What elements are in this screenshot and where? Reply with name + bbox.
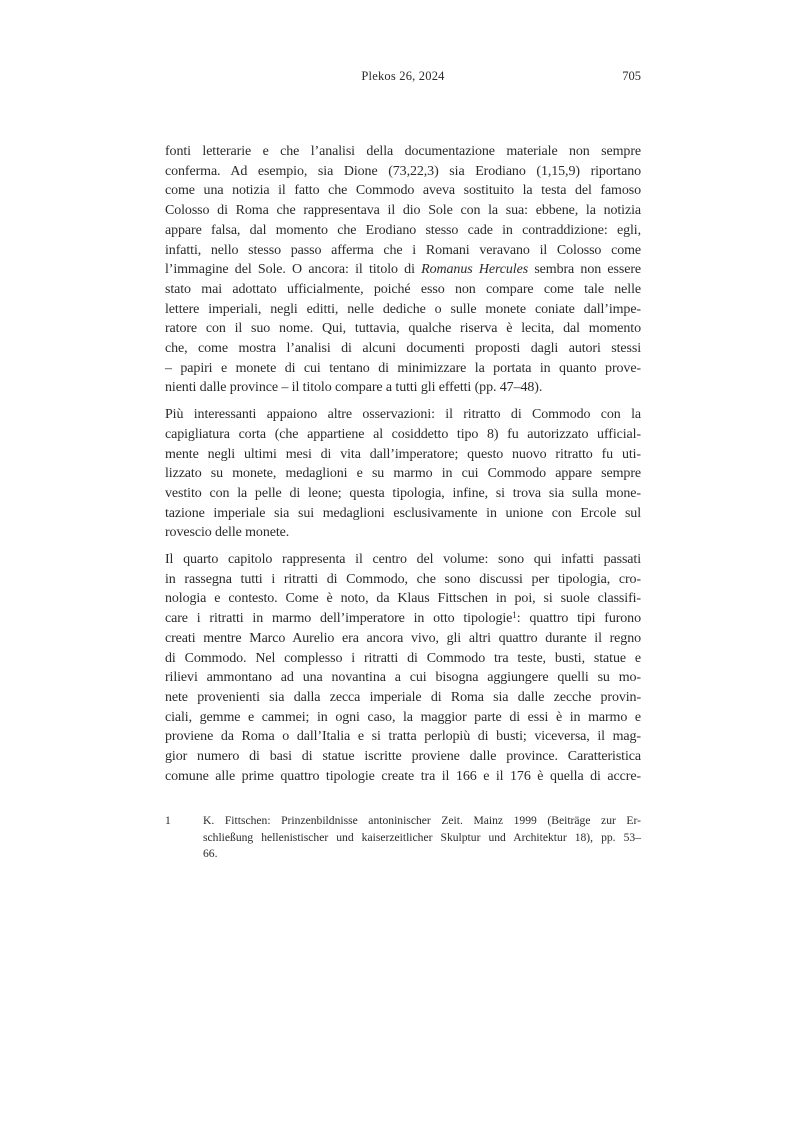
text-line	[165, 609, 641, 629]
text-line: stato mai adottato ufficialmente, poiché esso non compare come tale nelle	[165, 281, 641, 297]
text-line	[165, 260, 641, 280]
text-run: care i ritratti in marmo dell’imperatore in otto tipologie	[165, 611, 513, 627]
text-line: creati mentre Marco Aurelio era ancora vivo, gli altri quattro durante il regno	[165, 630, 641, 646]
text-line: conferma. Ad esempio, sia Dione (73,22,3) sia Erodiano (1,15,9) riportano	[165, 163, 641, 179]
text-line: Colosso di Roma che rappresentava il dio Sole con la sua: ebbene, la notizia	[165, 203, 641, 219]
text-line: rilievi ammontano ad una novantina a cui bisogna aggiungere quelli su mo-	[165, 670, 641, 686]
text-line: – papiri e monete di cui tentano di minimizzare la portata in quanto prove-	[165, 360, 641, 376]
footnote	[165, 813, 641, 863]
article-body	[165, 142, 641, 794]
footnote-line: schließung hellenistischer und kaiserzeitlicher Skulptur und Architektur 18), pp. 53–	[203, 830, 641, 844]
text-line: gior numero di basi di statue iscritte proviene dalle province. Caratteristica	[165, 749, 641, 765]
paragraph	[165, 142, 641, 398]
text-line: nete provenienti sia dalla zecca imperiale di Roma sia dalle zecche provin-	[165, 689, 641, 705]
page-header	[165, 69, 641, 84]
text-run: : quattro tipi furono	[516, 611, 641, 627]
text-line: nologia e contesto. Come è noto, da Klaus Fittschen in poi, si suole classifi-	[165, 591, 641, 607]
text-line: lettere imperiali, negli editti, nelle dediche o sulle monete coniate dall’impe-	[165, 301, 641, 317]
text-run: sembra non essere	[528, 262, 642, 278]
text-line: Il quarto capitolo rappresenta il centro del volume: sono qui infatti passati	[165, 552, 641, 568]
text-line: in rassegna tutti i ritratti di Commodo, che sono discussi per tipologia, cro-	[165, 571, 641, 587]
text-line: capigliatura corta (che appartiene al cosiddetto tipo 8) fu autorizzato ufficial-	[165, 426, 641, 442]
text-run: l’immagine del Sole. O ancora: il titolo di	[165, 262, 422, 278]
text-line: Più interessanti appaiono altre osservazioni: il ritratto di Commodo con la	[165, 407, 641, 423]
text-line: vestito con la pelle di leone; questa tipologia, infine, si trova sia sulla mone-	[165, 485, 641, 501]
footnote-line: 66.	[203, 847, 218, 861]
text-line: mente negli ultimi mesi di vita dall’imperatore; questo nuovo ritratto fu uti-	[165, 446, 641, 462]
footnote-text	[203, 813, 641, 863]
text-line: fonti letterarie e che l’analisi della documentazione materiale non sempre	[165, 144, 641, 159]
paragraph	[165, 550, 641, 786]
journal-title: Plekos 26, 2024	[361, 69, 445, 83]
text-line: nienti dalle province – il titolo compare a tutti gli effetti (pp. 47–48).	[165, 380, 543, 396]
text-line: che, come mostra l’analisi di alcuni documenti proposti dagli autori stessi	[165, 341, 641, 357]
latin-title: Romanus Hercules	[421, 262, 529, 278]
page-number: 705	[622, 69, 641, 83]
text-line: proviene da Roma o dall’Italia e si tratta perlopiù di busti; viceversa, il mag-	[165, 729, 641, 745]
text-line: tazione imperiale sia sui medaglioni esclusivamente in unione con Ercole sul	[165, 505, 641, 521]
text-line: rovescio delle monete.	[165, 525, 290, 541]
text-line: di Commodo. Nel complesso i ritratti di Commodo tra teste, busti, statue e	[165, 650, 641, 666]
footnote-number: 1	[165, 814, 171, 827]
text-line: lizzato su monete, medaglioni e su marmo in cui Commodo appare sempre	[165, 466, 641, 482]
paragraph	[165, 405, 641, 543]
text-line: ratore con il suo nome. Qui, tuttavia, qualche riserva è lecita, dal momento	[165, 321, 641, 337]
text-line: infatti, nello stesso passo afferma che i Romani veravano il Colosso come	[165, 242, 641, 258]
text-line: comune alle prime quattro tipologie create tra il 166 e il 176 è quella di accre-	[165, 768, 641, 784]
footnote-marker: 1	[512, 610, 517, 621]
text-line: appare falsa, dal momento che Erodiano stesso cade in contraddizione: egli,	[165, 222, 641, 238]
footnote-line: K. Fittschen: Prinzenbildnisse antoninischer Zeit. Mainz 1999 (Beiträge zur Er-	[203, 814, 641, 827]
text-line: ciali, gemme e cammei; in ogni caso, la maggior parte di essi è in marmo e	[165, 709, 641, 725]
text-line: come una notizia il fatto che Commodo aveva sostituito la testa del famoso	[165, 183, 641, 199]
